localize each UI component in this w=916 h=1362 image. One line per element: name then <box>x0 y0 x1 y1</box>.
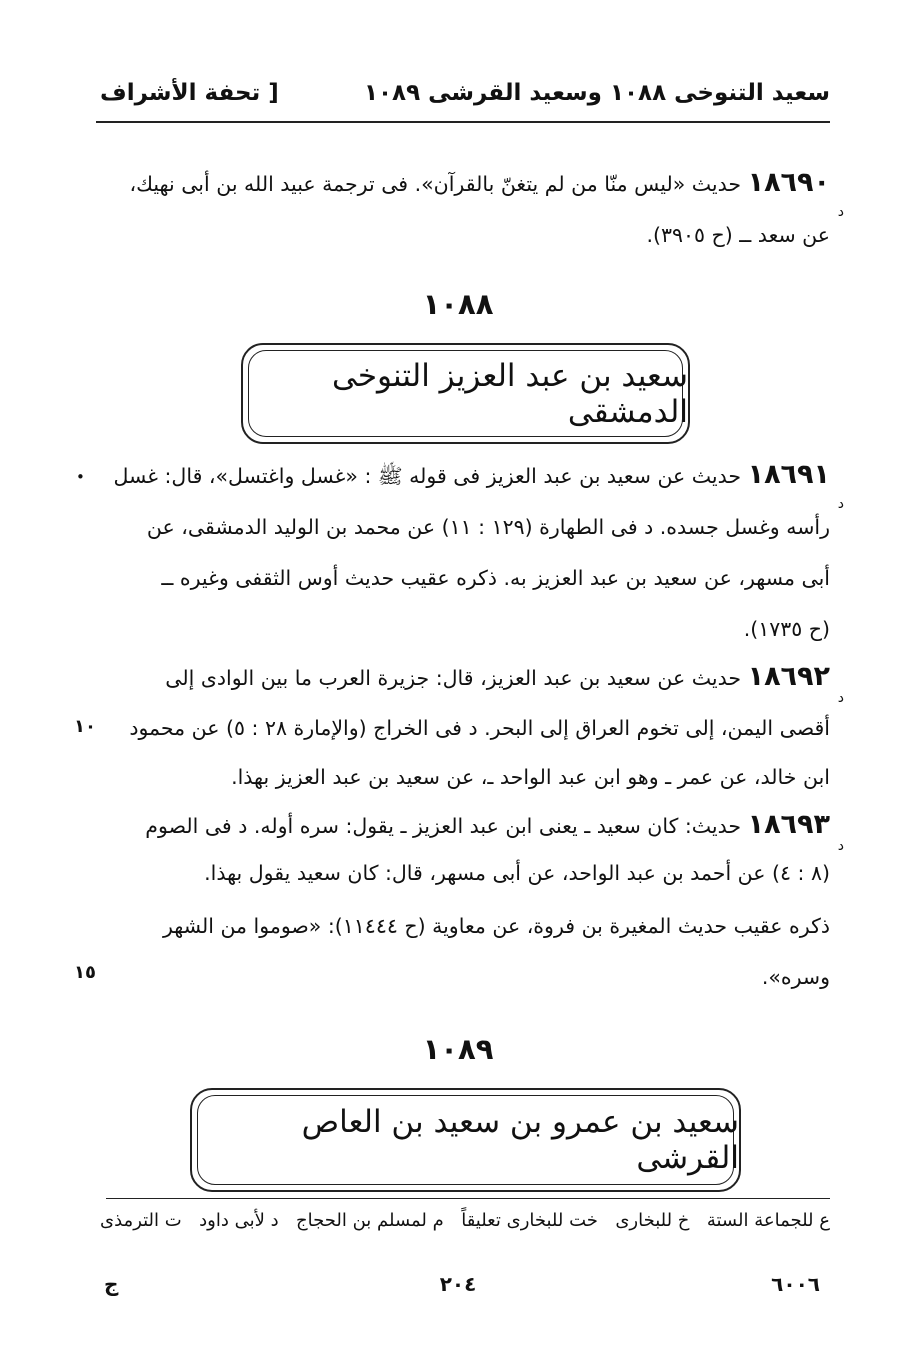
entry-text: عن سعد ــ (ح ٣٩٠٥). <box>646 223 830 247</box>
entry-number: ١٨٦٩٢ <box>747 661 830 692</box>
sigil-mark: د <box>837 838 844 854</box>
entry-18693-line-3 <box>95 911 830 941</box>
entry-18691-line-3 <box>95 563 830 593</box>
sigil-mark: د <box>837 204 844 220</box>
entry-number: ١٨٦٩١ <box>747 459 830 490</box>
entry-text: ابن خالد، عن عمر ـ وهو ابن عبد الواحد ـ، عن سعيد بن عبد العزيز بهذا. <box>231 765 830 789</box>
entry-18693-line-1 <box>95 810 830 841</box>
entry-text: رأسه وغسل جسده. د فى الطهارة (١٢٩ : ١١) عن محمد بن الوليد الدمشقى، عن <box>146 515 830 539</box>
sigil-mark: د <box>837 690 844 706</box>
legend-item: خ للبخارى <box>615 1210 690 1231</box>
entry-number: ١٨٦٩٠ <box>747 167 830 198</box>
entry-18691-line-2 <box>95 512 830 542</box>
signature-mark: ج <box>104 1272 119 1296</box>
entry-18692-line-2 <box>95 713 830 743</box>
legend-item: ع للجماعة الستة <box>706 1210 830 1231</box>
entry-text: وسره». <box>761 965 830 989</box>
legend-item: د لأبى داود <box>199 1210 279 1231</box>
entry-18693-line-4 <box>95 962 830 992</box>
entry-text: أقصى اليمن، إلى تخوم العراق إلى البحر. د فى الخراج (والإمارة ٢٨ : ٥) عن محمود <box>129 716 830 740</box>
section-title-box <box>190 1088 741 1192</box>
entry-18691-line-1 <box>95 460 830 491</box>
entry-text: حديث عن سعيد بن عبد العزيز، قال: جزيرة العرب ما بين الوادى إلى <box>165 666 742 690</box>
entry-text: أبى مسهر، عن سعيد بن عبد العزيز به. ذكره عقيب حديث أوس الثقفى وغيره ــ <box>161 566 830 590</box>
line-number-margin: ١٠ <box>74 716 96 737</box>
running-header-book: [ تحفة الأشراف <box>100 80 279 106</box>
section-title: سعيد بن عمرو بن سعيد بن العاص القرشى <box>301 1104 739 1176</box>
line-number-margin: ١٥ <box>74 962 96 983</box>
entry-18692-line-1 <box>95 662 830 693</box>
entry-18691-line-4 <box>95 614 830 644</box>
entry-18690-line-2 <box>95 220 830 250</box>
legend-item: خت للبخارى تعليقاً <box>461 1210 598 1231</box>
entry-text: ذكره عقيب حديث المغيرة بن فروة، عن معاوية (ح ١١٤٤٤): «صوموا من الشهر <box>162 914 830 938</box>
header-rule <box>96 121 830 123</box>
entry-text: حديث عن سعيد بن عبد العزيز فى قوله ﷺ : «غسل واغتسل»، قال: غسل <box>113 464 742 488</box>
entry-text: (ح ١٧٣٥). <box>743 617 830 641</box>
sigla-legend <box>100 1210 830 1231</box>
sigil-mark: د <box>837 496 844 512</box>
entry-text: حديث «ليس منّا من لم يتغنّ بالقرآن». فى ترجمة عبيد الله بن أبى نهيك، <box>129 172 742 196</box>
section-title-box <box>241 343 690 444</box>
section-number: ١٠٨٩ <box>422 1032 494 1066</box>
volume-page-ref: ٦٠٠٦ <box>771 1272 820 1296</box>
entry-text: حديث: كان سعيد ـ يعنى ابن عبد العزيز ـ يقول: سره أوله. د فى الصوم <box>145 814 742 838</box>
entry-18690-line-1 <box>95 168 830 199</box>
legend-item: ت الترمذى <box>100 1210 182 1231</box>
footnote-rule <box>106 1198 830 1199</box>
entry-18692-line-3 <box>95 762 830 792</box>
legend-item: م لمسلم بن الحجاج <box>296 1210 444 1231</box>
entry-number: ١٨٦٩٣ <box>747 809 830 840</box>
entry-text: (٨ : ٤) عن أحمد بن عبد الواحد، عن أبى مسهر، قال: كان سعيد يقول بهذا. <box>204 861 830 885</box>
section-title: سعيد بن عبد العزيز التنوخى الدمشقى <box>332 357 688 430</box>
entry-18693-line-2 <box>95 858 830 888</box>
running-header-title: سعيد التنوخى ١٠٨٨ وسعيد القرشى ١٠٨٩ <box>363 80 830 106</box>
page-number: ٢٠٤ <box>439 1272 477 1296</box>
bullet-mark: • <box>76 468 85 486</box>
section-number: ١٠٨٨ <box>422 287 494 321</box>
